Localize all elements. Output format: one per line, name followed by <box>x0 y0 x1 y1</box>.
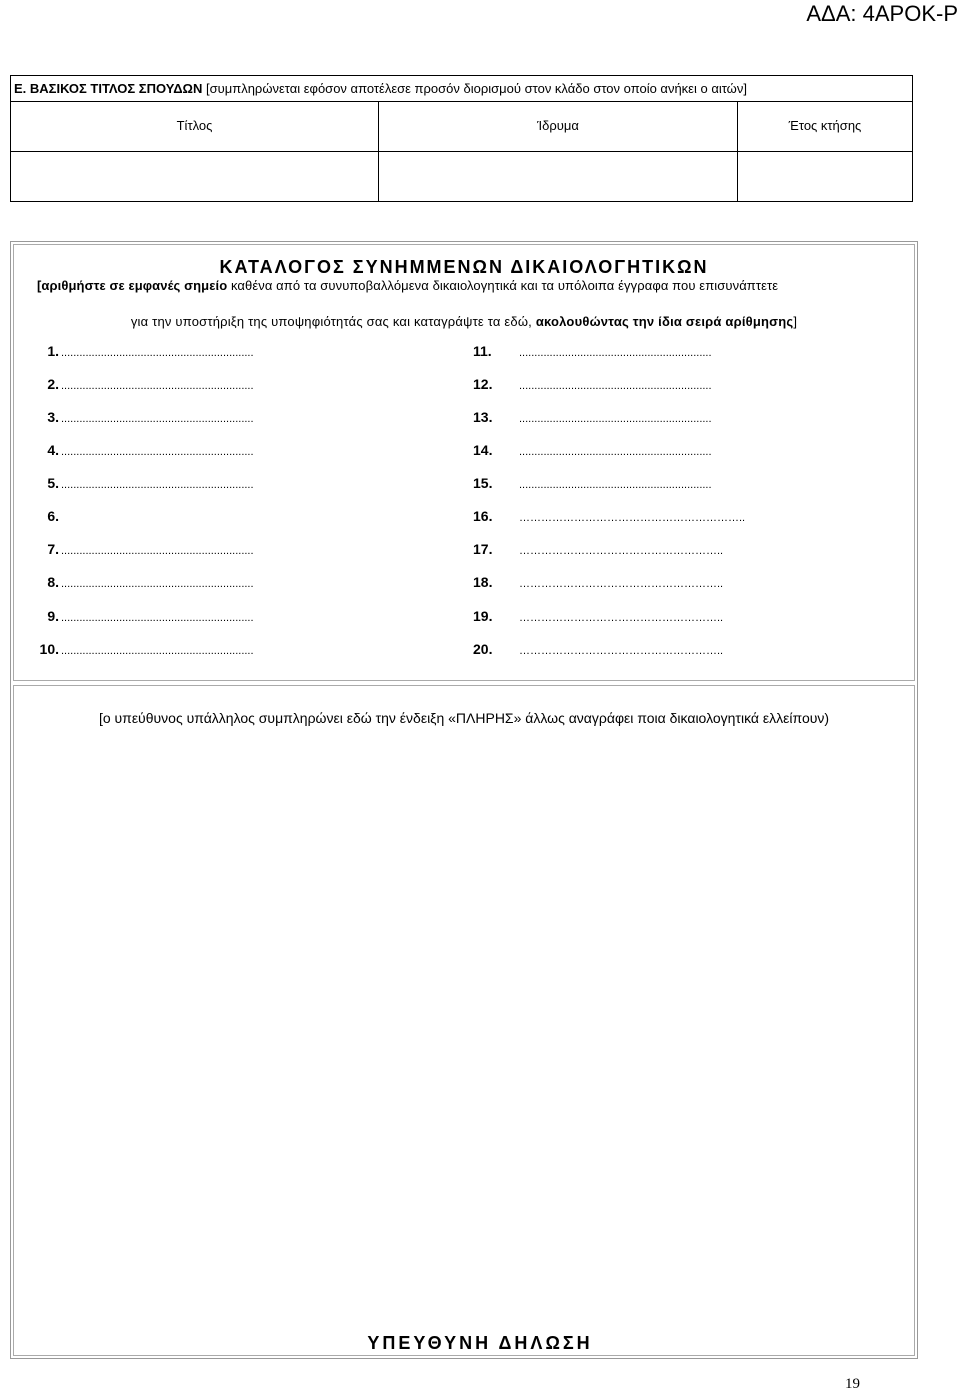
attachment-item <box>473 541 899 559</box>
attachment-entry-line[interactable]: ............................................................... <box>61 347 254 359</box>
attachment-item <box>11 641 431 659</box>
attachment-item <box>473 641 899 659</box>
column-year <box>738 101 912 201</box>
attachment-number: 6. <box>47 508 59 524</box>
column-year-label: Έτος κτήσης <box>738 101 912 152</box>
attachment-item <box>11 608 431 626</box>
column-title-label: Τίτλος <box>11 101 378 152</box>
attachment-entry-line[interactable]: ............................................................... <box>61 413 254 425</box>
attachment-number: 12. <box>473 376 493 392</box>
attachments-catalog <box>10 241 918 1359</box>
attachment-number: 3. <box>47 409 59 425</box>
attachment-item <box>11 442 431 460</box>
attachment-entry-line[interactable]: ............................................................... <box>519 446 712 458</box>
attachment-number: 1. <box>47 343 59 359</box>
attachment-number: 8. <box>47 574 59 590</box>
attachment-entry-line[interactable]: …………………………………………………….. <box>519 512 746 524</box>
column-institution-label: Ίδρυμα <box>379 101 737 152</box>
attachment-entry-line[interactable]: ............................................................... <box>519 479 712 491</box>
attachment-item <box>11 343 431 361</box>
attachment-item <box>11 508 431 526</box>
attachment-number: 18. <box>473 574 493 590</box>
ada-code: ΑΔΑ: 4ΑΡΟΚ-Ρ <box>806 1 958 26</box>
instructions-order: ακολουθώντας την ίδια σειρά αρίθμησης <box>535 314 794 329</box>
completion-note: [ο υπεύθυνος υπάλληλος συμπληρώνει εδώ την ένδειξη «ΠΛΗΡΗΣ» άλλως αναγράφει ποια δικαιολογητικά ελλείπουν) <box>98 710 830 726</box>
responsible-declaration-title: ΥΠΕΥΘΥΝΗ ΔΗΛΩΣΗ <box>367 1333 593 1353</box>
attachment-number: 7. <box>47 541 59 557</box>
attachment-item <box>11 574 431 592</box>
attachment-item <box>11 409 431 427</box>
section-e-basic-degree <box>10 75 913 202</box>
section-e-title: Ε. ΒΑΣΙΚΟΣ ΤΙΤΛΟΣ ΣΠΟΥΔΩΝ <box>14 81 203 96</box>
catalog-instructions-line1 <box>37 278 911 293</box>
attachment-entry-line[interactable]: ……………………………………………….. <box>519 545 724 557</box>
attachment-number: 11. <box>473 343 492 359</box>
attachment-item <box>11 376 431 394</box>
page-number: 19 <box>845 1376 860 1392</box>
instructions-bold: [αριθμήστε σε εμφανές σημείο <box>37 278 228 293</box>
attachment-number: 14. <box>473 442 493 458</box>
column-institution <box>379 101 738 201</box>
attachment-entry-line[interactable]: ............................................................... <box>61 645 254 657</box>
attachment-item <box>473 574 899 592</box>
instructions-rest: καθένα από τα συνυποβαλλόμενα δικαιολογητικά και τα υπόλοιπα έγγραφα που επισυνάπτετε <box>227 278 779 293</box>
attachment-number: 10. <box>39 641 59 657</box>
attachment-entry-line[interactable]: ............................................................... <box>61 479 254 491</box>
attachment-item <box>473 442 899 460</box>
catalog-instructions-line2 <box>11 314 917 329</box>
attachment-item <box>473 409 899 427</box>
attachment-entry-line[interactable]: ............................................................... <box>519 380 712 392</box>
section-e-note: [συμπληρώνεται εφόσον αποτέλεσε προσόν διορισμού στον κλάδο στον οποίο ανήκει ο αιτών] <box>202 81 747 96</box>
attachment-item <box>473 608 899 626</box>
attachment-number: 4. <box>47 442 59 458</box>
attachment-entry-line[interactable]: ............................................................... <box>61 545 254 557</box>
attachment-entry-line[interactable]: ............................................................... <box>61 380 254 392</box>
instructions-end: ] <box>793 314 798 329</box>
attachment-item <box>473 376 899 394</box>
attachment-item <box>11 475 431 493</box>
attachment-number: 2. <box>47 376 59 392</box>
attachment-number: 15. <box>473 475 493 491</box>
attachment-entry-line[interactable]: ............................................................... <box>519 413 712 425</box>
column-title <box>11 101 379 201</box>
attachment-item <box>473 475 899 493</box>
attachment-number: 20. <box>473 641 493 657</box>
attachment-entry-line[interactable]: ............................................................... <box>61 446 254 458</box>
attachment-item <box>11 541 431 559</box>
attachment-entry-line[interactable]: ............................................................... <box>61 578 254 590</box>
catalog-title: ΚΑΤΑΛΟΓΟΣ ΣΥΝΗΜΜΕΝΩΝ ΔΙΚΑΙΟΛΟΓΗΤΙΚΩΝ <box>219 257 709 277</box>
section-e-heading <box>11 76 912 102</box>
attachment-entry-line[interactable]: ............................................................... <box>61 612 254 624</box>
instructions-plain: για την υποστήριξη της υποψηφιότητάς σας και καταγράψτε τα εδώ, <box>130 314 536 329</box>
attachment-number: 13. <box>473 409 493 425</box>
attachment-number: 5. <box>47 475 59 491</box>
catalog-note-box <box>13 685 915 1356</box>
attachment-number: 16. <box>473 508 493 524</box>
attachment-entry-line[interactable]: ……………………………………………….. <box>519 645 724 657</box>
attachment-entry-line[interactable]: ............................................................... <box>519 347 712 359</box>
attachment-number: 9. <box>47 608 59 624</box>
attachment-entry-line[interactable]: ……………………………………………….. <box>519 612 724 624</box>
attachment-entry-line[interactable]: ……………………………………………….. <box>519 578 724 590</box>
attachment-item <box>473 508 899 526</box>
attachment-item <box>473 343 899 361</box>
attachment-number: 19. <box>473 608 493 624</box>
attachment-number: 17. <box>473 541 493 557</box>
